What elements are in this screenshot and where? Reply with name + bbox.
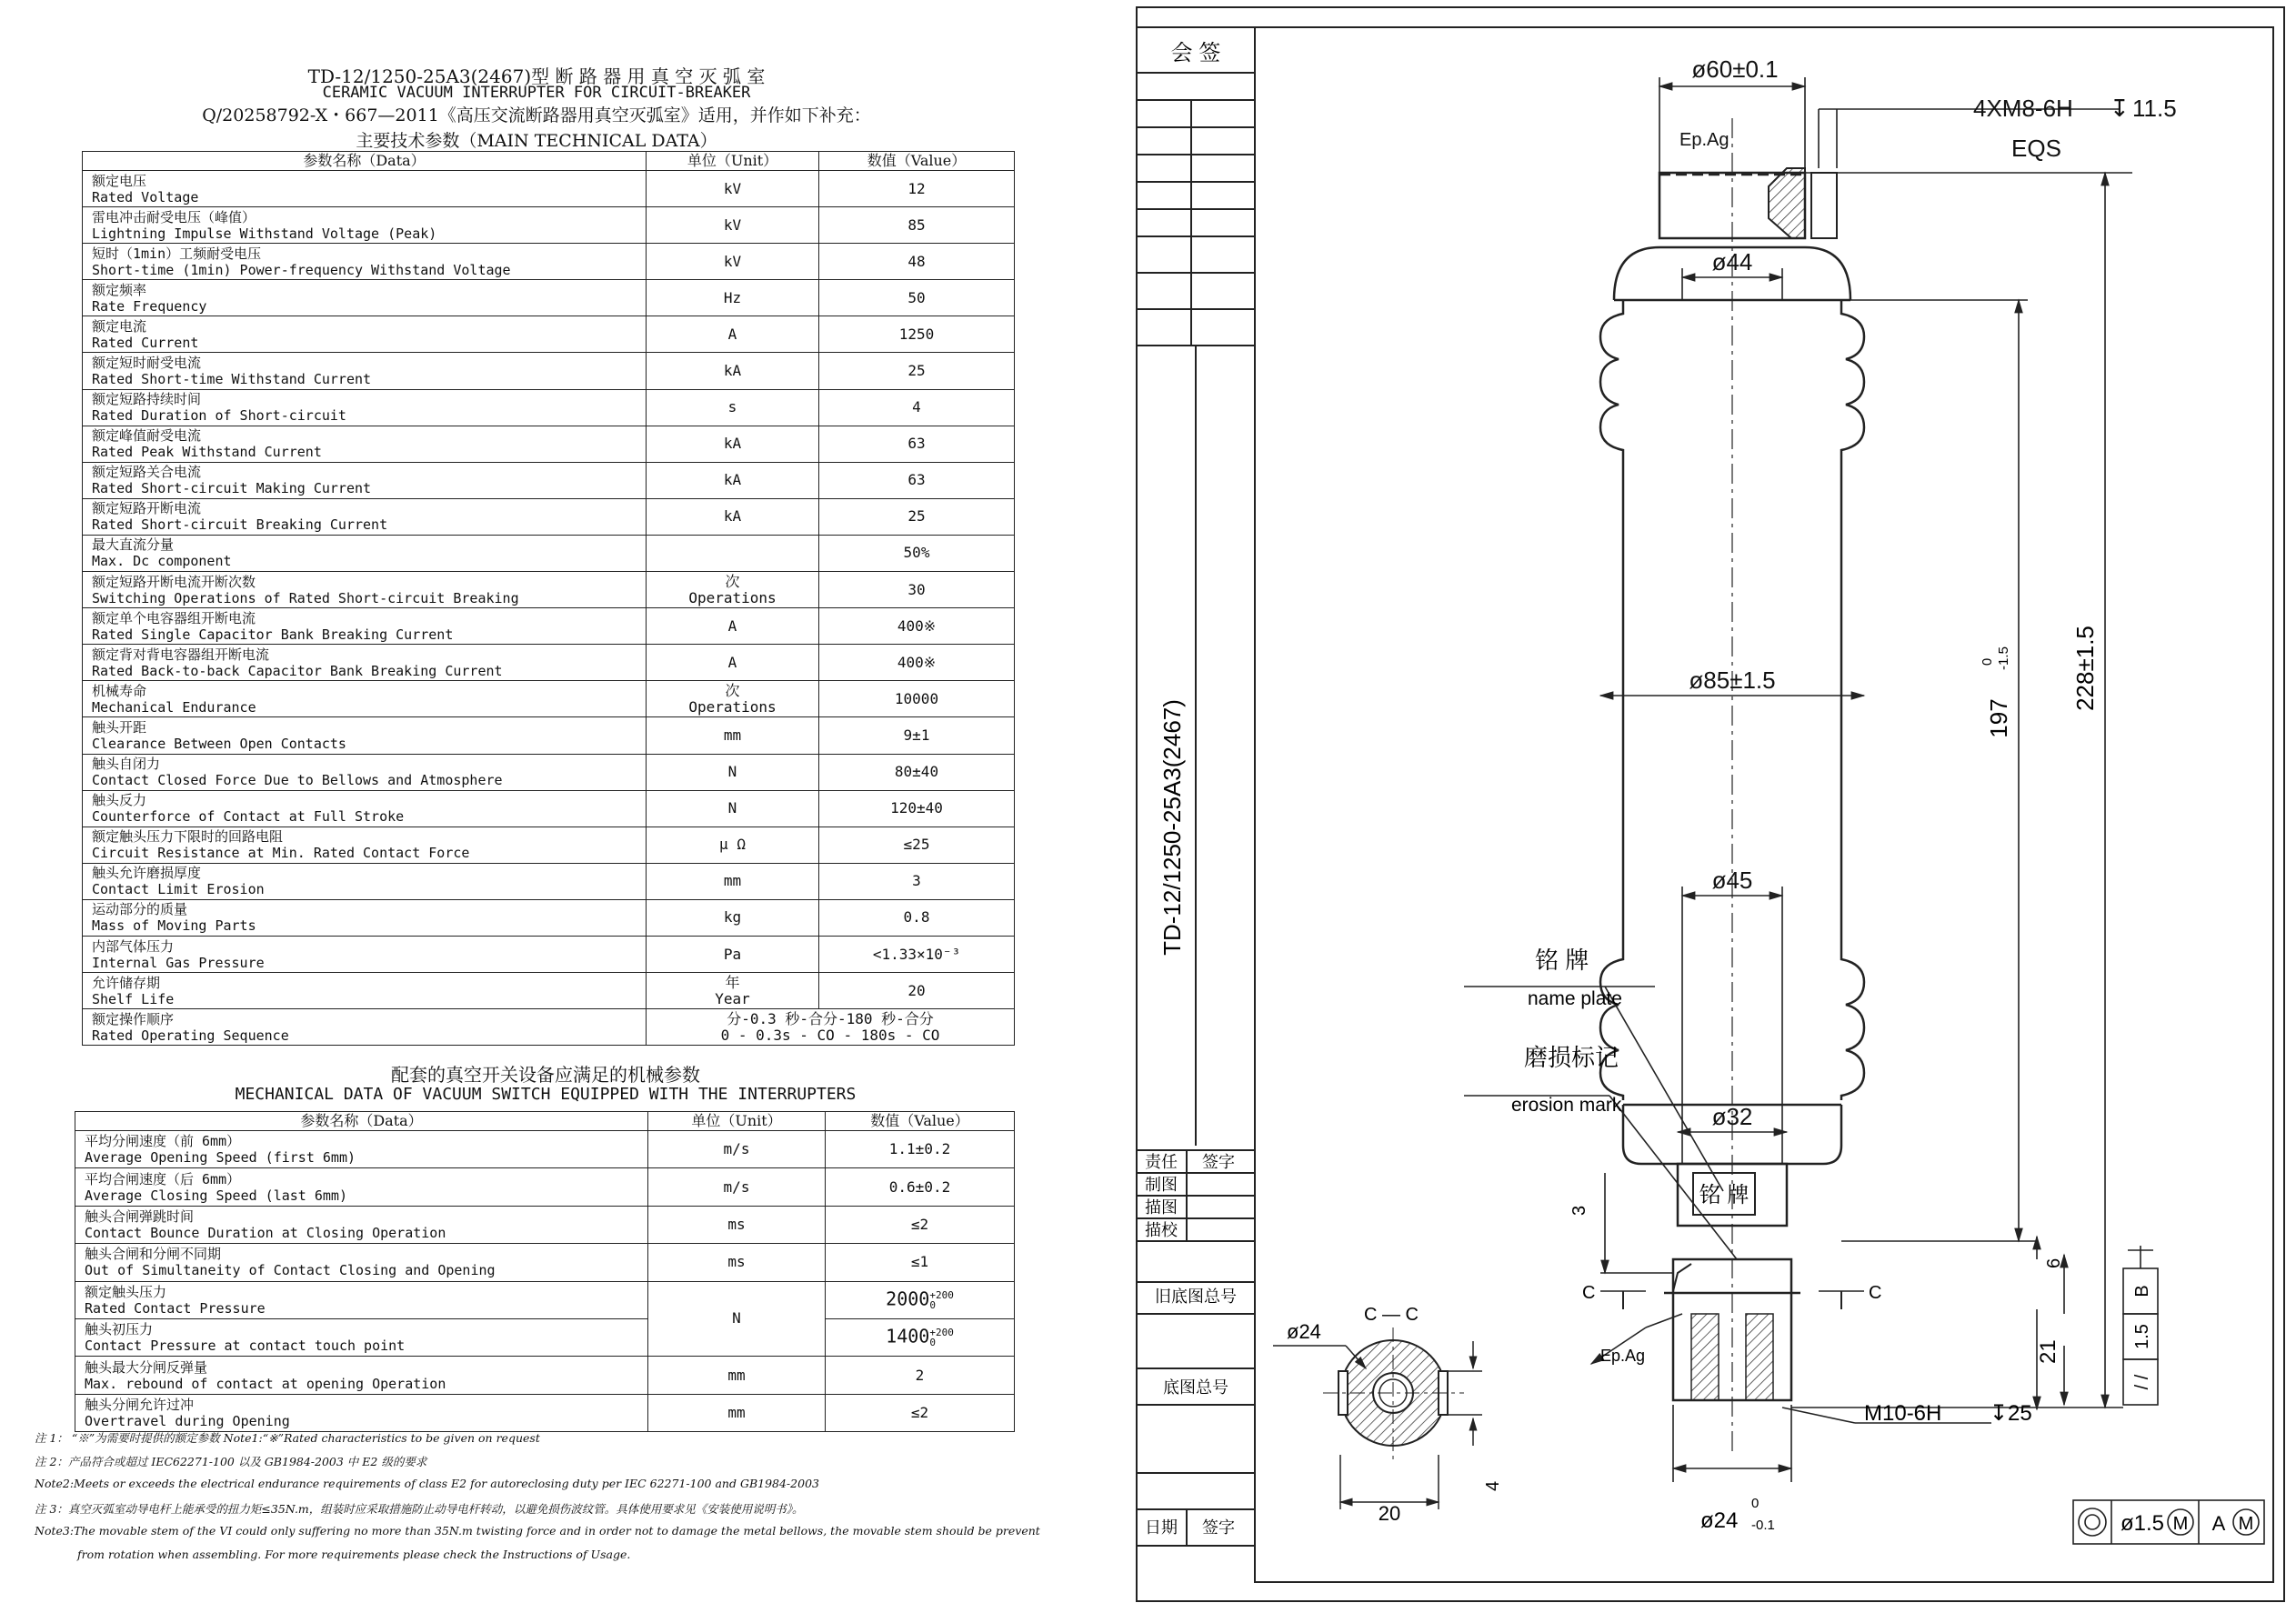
label-nameplate-en: name plate	[1528, 988, 1622, 1009]
param-name	[83, 681, 647, 717]
param-name-cn: 额定电流	[92, 317, 147, 335]
param-name-en: Rated Current	[92, 334, 199, 351]
table-row	[83, 207, 1015, 244]
param-name	[83, 353, 647, 389]
param-name	[75, 1281, 648, 1318]
param-unit: A	[647, 645, 819, 681]
dim-d44: ø44	[1711, 248, 1753, 276]
param-name-en: Shelf Life	[92, 990, 175, 1007]
param-value: ≤25	[819, 827, 1015, 863]
pressure-value: 2000	[886, 1287, 930, 1310]
param-unit: kV	[647, 244, 819, 280]
table-row	[83, 790, 1015, 827]
table-row	[83, 717, 1015, 754]
param-name-en: Short-time (1min) Power-frequency Withstand Voltage	[92, 261, 511, 278]
position-tolerance: ø1.5	[2121, 1511, 2165, 1536]
param-value-op-seq	[647, 1009, 1015, 1046]
param-value: 48	[819, 244, 1015, 280]
param-name	[75, 1131, 648, 1168]
param-value: 80±40	[819, 754, 1015, 790]
param-value: 2	[826, 1357, 1015, 1394]
main-technical-table	[82, 151, 1015, 1046]
m10-depth-symbol: ↧	[1990, 1401, 2009, 1426]
param-name-en: Average Opening Speed (first 6mm)	[85, 1149, 356, 1167]
param-name-en: Max. Dc component	[92, 553, 232, 570]
standard-reference: Q/20258792-X・667—2011《高压交流断路器用真空灭弧室》适用，并作如下补充：	[202, 105, 871, 125]
param-name	[83, 1009, 647, 1046]
pressure-tol-lower: 0	[929, 1298, 936, 1311]
table-row	[83, 426, 1015, 462]
param-name	[83, 207, 647, 244]
param-name-cn: 机械寿命	[92, 682, 147, 699]
param-unit: kV	[647, 171, 819, 207]
table-row-op-seq	[83, 1009, 1015, 1046]
param-name-en: Rated Operating Sequence	[92, 1027, 289, 1044]
dim-d60: ø60±0.1	[1691, 55, 1779, 83]
col-unit-header: 单位（Unit）	[647, 152, 819, 171]
dim-d24-section: ø24	[1287, 1320, 1321, 1343]
dim-d45: ø45	[1711, 867, 1753, 894]
param-unit: mm	[647, 863, 819, 899]
tb-responsible: 责任	[1145, 1153, 1178, 1171]
param-name-en: Rated Duration of Short-circuit	[92, 407, 346, 425]
param-name	[83, 280, 647, 316]
param-name-cn: 触头分闸允许过冲	[85, 1396, 195, 1413]
param-name-en: Rated Voltage	[92, 188, 199, 205]
col-name-header: 参数名称（Data）	[75, 1112, 648, 1131]
param-name-cn: 额定操作顺序	[92, 1010, 175, 1027]
param-name-en: Contact Bounce Duration at Closing Operation	[85, 1224, 446, 1241]
param-unit: Hz	[647, 280, 819, 316]
dim-20: 20	[1378, 1502, 1401, 1525]
pressure-tol-lower: 0	[929, 1337, 936, 1349]
param-value: ≤1	[826, 1244, 1015, 1281]
col-value-header: 数值（Value）	[826, 1112, 1015, 1131]
mechanical-data-table	[75, 1111, 1015, 1432]
param-unit: s	[647, 389, 819, 426]
param-unit: kA	[647, 426, 819, 462]
col-unit-header: 单位（Unit）	[648, 1112, 826, 1131]
dim-6: 6	[2044, 1257, 2064, 1268]
op-seq-cn: 分-0.3 秒-合分-180 秒-合分	[727, 1009, 934, 1027]
param-unit: mm	[648, 1357, 826, 1394]
param-name	[83, 316, 647, 353]
pressure-tol-upper: +200	[929, 1288, 954, 1301]
param-value: 4	[819, 389, 1015, 426]
table-row	[75, 1168, 1015, 1206]
param-unit: kA	[647, 498, 819, 535]
param-name-cn: 额定短路持续时间	[92, 391, 202, 408]
label-nameplate-cn: 铭 牌	[1535, 947, 1589, 974]
param-name-cn: 触头合闸和分闸不同期	[85, 1246, 222, 1263]
param-name-en: Rated Contact Pressure	[85, 1299, 266, 1317]
param-unit: A	[647, 608, 819, 645]
document-title: TD-12/1250-25A3(2467)型 断 路 器 用 真 空 灭 弧 室	[307, 65, 766, 87]
param-unit: kA	[647, 353, 819, 389]
param-name-en: Rate Frequency	[92, 297, 207, 315]
table-row	[83, 608, 1015, 645]
param-unit: N	[648, 1281, 826, 1357]
main-table-title: 主要技术参数（MAIN TECHNICAL DATA）	[356, 131, 717, 151]
param-name	[83, 498, 647, 535]
op-seq-en: 0 - 0.3s - CO - 180s - CO	[720, 1026, 940, 1044]
tb-date: 日期	[1145, 1518, 1178, 1537]
table-row	[83, 681, 1015, 717]
param-unit: 年 Year	[647, 973, 819, 1009]
param-name	[83, 462, 647, 498]
param-name	[75, 1357, 648, 1394]
tb-base-number: 底图总号	[1163, 1378, 1228, 1397]
param-unit: ms	[648, 1244, 826, 1281]
param-name-cn: 触头初压力	[85, 1321, 154, 1338]
param-value: 10000	[819, 681, 1015, 717]
drawing-model-label: TD-12/1250-25A3(2467)	[1158, 699, 1186, 956]
param-name-cn: 触头反力	[92, 792, 147, 809]
table-row	[83, 645, 1015, 681]
tb-sign2: 签字	[1202, 1518, 1235, 1537]
param-name-cn: 额定短路开断电流	[92, 500, 202, 517]
note-2: 注 2：产品符合或超过 IEC62271-100 以及 GB1984-2003 中 E2 级的要求	[35, 1455, 427, 1468]
table-row	[83, 973, 1015, 1009]
param-name-en: Rated Short-circuit Making Current	[92, 480, 372, 497]
param-unit: kV	[647, 207, 819, 244]
tb-draw: 制图	[1145, 1176, 1178, 1194]
param-unit: ms	[648, 1206, 826, 1243]
param-name-en: Contact Pressure at contact touch point	[85, 1337, 406, 1355]
param-name	[83, 608, 647, 645]
dim-h197-tol-bot: -1.5	[1996, 646, 2011, 670]
table-row	[83, 316, 1015, 353]
param-name-cn: 触头自闭力	[92, 756, 161, 773]
mech-table-title-en: MECHANICAL DATA OF VACUUM SWITCH EQUIPPED WITH THE INTERRUPTERS	[235, 1085, 857, 1104]
dim-thread: 4XM8-6H	[1973, 95, 2073, 122]
param-name-en: Rated Short-time Withstand Current	[92, 371, 372, 388]
param-name-cn: 额定短路关合电流	[92, 464, 202, 481]
param-name	[83, 754, 647, 790]
param-unit: A	[647, 316, 819, 353]
param-name-en: Clearance Between Open Contacts	[92, 735, 346, 752]
note-3-en-cont: from rotation when assembling. For more requirements please check the Instructions of Usage.	[77, 1548, 631, 1561]
table-row	[75, 1206, 1015, 1243]
param-unit: kA	[647, 462, 819, 498]
table-row	[83, 936, 1015, 972]
param-value: 3	[819, 863, 1015, 899]
table-row	[75, 1357, 1015, 1394]
param-value: 20	[819, 973, 1015, 1009]
param-name	[75, 1394, 648, 1431]
param-unit: kg	[647, 899, 819, 936]
param-name-en: Rated Peak Withstand Current	[92, 444, 322, 461]
table-row	[83, 462, 1015, 498]
tb-trace: 描图	[1145, 1198, 1178, 1217]
param-name-cn: 额定触头压力下限时的回路电阻	[92, 828, 284, 846]
dim-m10: M10-6H	[1864, 1401, 1942, 1426]
table-row	[83, 280, 1015, 316]
table-row	[83, 498, 1015, 535]
param-name	[83, 936, 647, 972]
param-unit: m/s	[648, 1168, 826, 1206]
label-epag-top: Ep.Ag	[1679, 130, 1730, 150]
dim-d24-tol-bot: -0.1	[1751, 1518, 1775, 1533]
param-value: ≤2	[826, 1394, 1015, 1431]
table-row	[83, 827, 1015, 863]
param-value: 50	[819, 280, 1015, 316]
param-value: ≤2	[826, 1206, 1015, 1243]
param-name	[75, 1318, 648, 1356]
param-name	[75, 1206, 648, 1243]
param-value: 50%	[819, 535, 1015, 571]
pressure-tol-upper: +200	[929, 1327, 954, 1339]
param-value: 1250	[819, 316, 1015, 353]
param-value: 63	[819, 426, 1015, 462]
param-name-en: Rated Single Capacitor Bank Breaking Current	[92, 626, 454, 643]
dim-thread-depth: 11.5	[2132, 95, 2177, 122]
param-name-en: Mass of Moving Parts	[92, 917, 256, 935]
table-row	[75, 1131, 1015, 1168]
dim-h197: 197	[1985, 698, 2012, 738]
param-name-en: Average Closing Speed (last 6mm)	[85, 1187, 347, 1204]
table-row	[83, 535, 1015, 571]
param-value: <1.33×10⁻³	[819, 936, 1015, 972]
table-row	[83, 244, 1015, 280]
dim-m10-depth: 25	[2008, 1401, 2032, 1426]
label-epag-bottom: Ep.Ag	[1600, 1347, 1646, 1365]
param-unit: Pa	[647, 936, 819, 972]
param-name-cn: 运动部分的质量	[92, 901, 188, 918]
table-row	[75, 1244, 1015, 1281]
label-c-left: C	[1582, 1283, 1596, 1303]
table-row	[75, 1394, 1015, 1431]
param-unit	[647, 535, 819, 571]
param-name-en: Internal Gas Pressure	[92, 954, 265, 971]
note-3-en: Note3:The movable stem of the VI could only suffering no more than 35N.m twisting force and in order not to damage the metal bellows, the movable stem should be prevent	[35, 1524, 1040, 1538]
param-name-cn: 触头合闸弹跳时间	[85, 1207, 195, 1225]
mmc-symbol-1: M	[2172, 1514, 2189, 1534]
dim-4: 4	[1483, 1480, 1503, 1491]
param-name	[83, 171, 647, 207]
mmc-symbol-2: M	[2238, 1514, 2254, 1534]
thread-depth-symbol: ↧	[2110, 95, 2130, 122]
table-row	[83, 863, 1015, 899]
parallelism-symbol: / /	[2132, 1374, 2152, 1390]
param-name	[75, 1244, 648, 1281]
param-unit: mm	[648, 1394, 826, 1431]
param-name	[83, 863, 647, 899]
param-value: 0.6±0.2	[826, 1168, 1015, 1206]
param-name	[83, 973, 647, 1009]
param-value: 30	[819, 572, 1015, 608]
param-name-en: Lightning Impulse Withstand Voltage (Peak)	[92, 225, 437, 242]
table-row	[83, 754, 1015, 790]
drawing-svg	[1128, 0, 2296, 1609]
param-unit: mm	[647, 717, 819, 754]
tb-old-number: 旧底图总号	[1155, 1287, 1237, 1306]
param-name	[83, 790, 647, 827]
param-name-cn: 触头最大分闸反弹量	[85, 1358, 208, 1376]
table-row	[83, 899, 1015, 936]
param-name	[83, 717, 647, 754]
engineering-drawing	[1128, 0, 2296, 1609]
param-value: 400※	[819, 608, 1015, 645]
param-name	[83, 535, 647, 571]
dim-d24-bottom: ø24	[1700, 1508, 1739, 1533]
param-unit: 次 Operations	[647, 681, 819, 717]
note-1: 注 1： “※”为需要时提供的额定参数 Note1:“※”Rated characteristics to be given on request	[35, 1431, 540, 1445]
section-c-c	[1273, 1327, 1482, 1509]
param-name-cn: 额定触头压力	[85, 1283, 167, 1300]
param-name	[83, 426, 647, 462]
param-name	[83, 645, 647, 681]
technical-data-panel	[0, 0, 1091, 1609]
label-erosion-en: erosion mark	[1511, 1095, 1622, 1116]
param-name-en: Max. rebound of contact at opening Operation	[85, 1375, 446, 1392]
thread-hole-section	[1769, 168, 1805, 238]
param-name-en: Rated Back-to-back Capacitor Bank Breaking Current	[92, 662, 503, 679]
param-unit: m/s	[648, 1131, 826, 1168]
param-unit: μ Ω	[647, 827, 819, 863]
sign-header: 会 签	[1170, 41, 1221, 65]
param-value: 25	[819, 498, 1015, 535]
label-c-right: C	[1869, 1283, 1882, 1303]
mech-table-title-cn: 配套的真空开关设备应满足的机械参数	[391, 1064, 700, 1086]
param-name	[83, 827, 647, 863]
param-unit: N	[647, 754, 819, 790]
param-name-en: Rated Short-circuit Breaking Current	[92, 516, 388, 534]
param-name-cn: 内部气体压力	[92, 937, 175, 955]
dim-eqs: EQS	[2011, 135, 2061, 162]
param-name-en: Mechanical Endurance	[92, 698, 256, 716]
dim-3: 3	[1569, 1205, 1589, 1216]
param-name	[75, 1168, 648, 1206]
param-name-cn: 触头允许磨损厚度	[92, 865, 202, 882]
param-name	[83, 244, 647, 280]
param-name-cn: 最大直流分量	[92, 536, 175, 554]
tb-check: 描校	[1145, 1221, 1178, 1239]
param-unit: 次 Operations	[647, 572, 819, 608]
param-value: 0.8	[819, 899, 1015, 936]
param-name-en: Overtravel during Opening	[85, 1412, 290, 1429]
param-unit: N	[647, 790, 819, 827]
param-name-en: Out of Simultaneity of Contact Closing and Opening	[85, 1262, 496, 1279]
param-name-cn: 额定峰值耐受电流	[92, 427, 202, 445]
param-name-cn: 额定短路开断电流开断次数	[92, 573, 256, 590]
note-2-en: Note2:Meets or exceeds the electrical endurance requirements of class E2 for autoreclosing duty per IEC 62271-100 and GB1984-2003	[35, 1477, 819, 1490]
param-name-cn: 允许储存期	[92, 974, 161, 991]
document-subtitle: CERAMIC VACUUM INTERRUPTER FOR CIRCUIT-BREAKER	[322, 84, 751, 102]
param-name	[83, 389, 647, 426]
tb-sign: 签字	[1202, 1153, 1235, 1171]
dim-d32: ø32	[1711, 1103, 1753, 1130]
param-value: 9±1	[819, 717, 1015, 754]
dim-h228: 228±1.5	[2071, 626, 2099, 711]
param-name-cn: 平均分闸速度（前 6mm）	[85, 1133, 241, 1150]
param-name-cn: 平均合闸速度（后 6mm）	[85, 1170, 241, 1187]
dim-h197-tol-top: 0	[1980, 657, 1995, 666]
param-name-cn: 短时（1min）工频耐受电压	[92, 245, 262, 262]
param-name-cn: 额定短时耐受电流	[92, 355, 202, 372]
dim-d85: ø85±1.5	[1689, 666, 1776, 694]
param-value: 85	[819, 207, 1015, 244]
param-name-en: Circuit Resistance at Min. Rated Contact Force	[92, 845, 470, 862]
param-value	[826, 1318, 1015, 1356]
dim-d24-tol-top: 0	[1751, 1496, 1760, 1511]
param-value: 120±40	[819, 790, 1015, 827]
param-value	[826, 1281, 1015, 1318]
param-name	[83, 899, 647, 936]
table-row	[83, 572, 1015, 608]
param-name-cn: 额定单个电容器组开断电流	[92, 609, 256, 626]
datum-a: A	[2211, 1512, 2226, 1535]
param-name	[83, 572, 647, 608]
table-row	[83, 389, 1015, 426]
table-row	[75, 1281, 1015, 1318]
param-name-cn: 额定背对背电容器组开断电流	[92, 646, 270, 663]
param-name-cn: 触头开距	[92, 718, 147, 736]
param-name-en: Contact Closed Force Due to Bellows and Atmosphere	[92, 772, 503, 789]
param-name-en: Switching Operations of Rated Short-circuit Breaking	[92, 589, 519, 606]
label-erosion-cn: 磨损标记	[1524, 1044, 1619, 1071]
col-value-header: 数值（Value）	[819, 152, 1015, 171]
label-section-cc: C — C	[1364, 1305, 1419, 1325]
param-name-cn: 额定频率	[92, 281, 147, 298]
param-name-en: Counterforce of Contact at Full Stroke	[92, 808, 405, 826]
table-row	[83, 171, 1015, 207]
note-3: 注 3：真空灭弧室动导电杆上能承受的扭力矩≤35N.m，组装时应采取措施防止动导电杆转动，以避免损伤波纹管。具体使用要求见《安装使用说明书》。	[35, 1502, 804, 1516]
table-row	[83, 353, 1015, 389]
param-value: 25	[819, 353, 1015, 389]
param-value: 400※	[819, 645, 1015, 681]
dim-21: 21	[2036, 1339, 2060, 1364]
param-name-cn: 额定电压	[92, 172, 147, 189]
param-name-en: Contact Limit Erosion	[92, 881, 265, 898]
parallelism-value: 1.5	[2132, 1324, 2152, 1349]
table-row	[75, 1318, 1015, 1356]
col-name-header: 参数名称（Data）	[83, 152, 647, 171]
param-value: 1.1±0.2	[826, 1131, 1015, 1168]
pressure-value: 1400	[886, 1325, 930, 1348]
nameplate-box-label: 铭 牌	[1699, 1183, 1750, 1207]
param-value: 12	[819, 171, 1015, 207]
datum-b: B	[2132, 1285, 2152, 1297]
param-value: 63	[819, 462, 1015, 498]
param-name-cn: 雷电冲击耐受电压（峰值）	[92, 208, 256, 225]
